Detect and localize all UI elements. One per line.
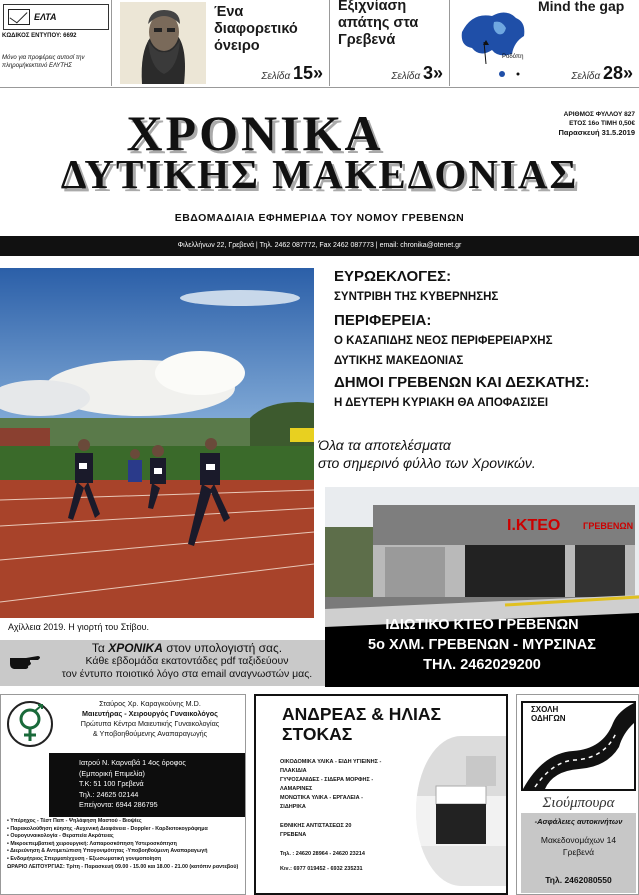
kteo-name: ΙΔΙΩΤΙΚΟ ΚΤΕΟ ΓΡΕΒΕΝΩΝ	[385, 617, 579, 633]
school-info: -Ασφάλειες αυτοκινήτων Μακεδονομάχων 14 Γρεβενά Τηλ. 2462080550	[521, 813, 636, 893]
issue-info: ΑΡΙΘΜΟΣ ΦΥΛΛΟΥ 827 ΕΤΟΣ 16ο ΤΙΜΗ 0,50€ Παρασκευή 31.5.2019	[558, 111, 635, 137]
athletics-photo	[0, 268, 314, 618]
map-image	[454, 2, 534, 84]
headline-sub: ΔΥΤΙΚΗΣ ΜΑΚΕΔΟΝΙΑΣ	[334, 355, 464, 367]
divider	[0, 87, 639, 88]
headline-sub: ΣΥΝΤΡΙΒΗ ΤΗΣ ΚΥΒΕΡΝΗΣΗΣ	[334, 291, 499, 303]
road-image	[521, 701, 636, 791]
page-ref: Σελίδα 15»	[261, 63, 323, 83]
driving-school-ad[interactable]	[516, 694, 639, 895]
teaser-mind-gap[interactable]	[450, 0, 639, 86]
headline-sub: Η ΔΕΥΤΕΡΗ ΚΥΡΙΑΚΗ ΘΑ ΑΠΟΦΑΣΙΣΕΙ	[334, 397, 549, 409]
masthead-title: ΧΡΟΝΙΚΑ	[126, 105, 384, 161]
address-bar: Φιλελλήνων 22, Γρεβενά | Τηλ. 2462 087772, Fax 2462 087773 | email: chronika@otenet.gr	[0, 236, 639, 256]
map-caption: Ροδόπη	[502, 54, 524, 60]
teaser-dream[interactable]	[112, 0, 330, 86]
kteo-sign: Ι.ΚΤΕΟ	[507, 517, 561, 534]
doctor-contact: Ιατρού Ν. Καρναβά 1 4ος όροφος (Εμπορική Επιμελία) Τ.Κ: 51 100 Γρεβενά Τηλ.: 24625 02144 Επείγοντα: 6944 286795	[49, 753, 245, 817]
page-ref: Σελίδα 3»	[391, 63, 443, 83]
kteo-phone: ΤΗΛ. 2462029200	[423, 657, 541, 673]
kteo-sign-right: ΓΡΕΒΕΝΩΝ	[583, 521, 634, 531]
masthead-region: ΔΥΤΙΚΗΣ ΜΑΚΕΔΟΝΙΑΣ	[60, 151, 579, 197]
photo-caption: Αχίλλεια 2019. Η γιορτή του Στίβου.	[8, 622, 150, 632]
doctor-services: • Υπέρηχος - Τέστ Παπ - Ψηλάφηση Μαστού - Βιοψίες • Παρακολούθηση κύησης -Αυχενική Διαφάνεια - Doppler - Καρδιοτοκογράφημα • Ουρογυναικολογία - Θεραπεία Ακράτειας • Μικροεπεμβατική χειρουργική: Λαπαροσκόπηση Υστεροσκόπηση • Διερεύνηση & Αντιμετώπιση Υπογονιμότητας -Υποβοηθούμενη Αναπαραγωγή • Ενδομήτριος Σπερματέγχυση - Εξωσωματική γονιμοποίηση ΩΡΑΡΙΟ ΛΕΙΤΟΥΡΓΙΑΣ: Τρίτη - Παρασκευή 09.00 - 15.00 και 18.00 - 21.00 (κατόπιν ραντεβού)	[7, 818, 239, 870]
stokas-title: ΑΝΔΡΕΑΣ & ΗΛΙΑΣ ΣΤΟΚΑΣ	[282, 704, 442, 744]
stokas-ad[interactable]	[254, 694, 508, 895]
bathroom-image	[416, 736, 506, 886]
promo-text: Τα ΧΡΟΝΙΚΑ στον υπολογιστή σας. Κάθε εβδομάδα εκατοντάδες pdf ταξιδεύουν τον έντυπο ποιοτικό λόγο στα email αναγνωστών μας.	[61, 641, 313, 680]
teaser-title: Εξιχνίαση απάτης στα Γρεβενά	[338, 0, 419, 48]
doctor-details: Σταύρος Χρ. Καραγκούνης M.D. Μαιευτήρας - Χειρουργός Γυναικολόγος Πρώτυπα Κέντρα Μαιευτικής Γυναικολογίας & Υποβοηθούμενης Αναπαραγωγής	[80, 699, 220, 738]
teaser-title: Ένα διαφορετικό όνειρο	[214, 4, 298, 54]
elta-code: ΚΩΔΙΚΟΣ ΕΝΤΥΠΟΥ: 6692	[2, 33, 77, 39]
school-label: ΣΧΟΛΗ	[531, 705, 559, 714]
page-ref: Σελίδα 28»	[571, 63, 633, 83]
elta-note: Μόνο για προφέρεις αυτοσί την πληρομήκεκπενό ΕΛΥΤΗΣ	[2, 55, 85, 69]
gender-symbol-icon	[7, 701, 53, 747]
elta-box	[0, 0, 112, 86]
pdf-promo[interactable]	[0, 640, 325, 686]
headline-municipalities[interactable]: ΔΗΜΟΙ ΓΡΕΒΕΝΩΝ ΚΑΙ ΔΕΣΚΑΤΗΣ:	[334, 374, 590, 391]
school-label: ΟΔΗΓΩΝ	[531, 714, 566, 723]
teaser-title: Mind the gap	[538, 0, 625, 14]
masthead-subtitle: ΕΒΔΟΜΑΔΙΑΙΑ ΕΦΗΜΕΡΙΔΑ ΤΟΥ ΝΟΜΟΥ ΓΡΕΒΕΝΩΝ	[174, 212, 465, 224]
elta-logo: ΕΛΤΑ	[3, 4, 109, 30]
teaser-fraud[interactable]	[330, 0, 450, 86]
doctor-ad[interactable]	[0, 694, 246, 895]
envelope-icon	[8, 9, 30, 25]
school-brand: Σιούμπουρα	[542, 795, 615, 811]
headline-sub: Ο ΚΑΣΑΠΙΔΗΣ ΝΕΟΣ ΠΕΡΙΦΕΡΕΙΑΡΧΗΣ	[334, 335, 553, 347]
stokas-goods: ΟΙΚΟΔΟΜΙΚΑ ΥΛΙΚΑ - ΕΙΔΗ ΥΓΙΕΙΝΗΣ - ΠΛΑΚΙΔΙΑ ΓΥΨΟΣΑΝΙΔΕΣ - ΣΙΔΕΡΑ ΜΟΡΦΗΣ - ΛΑΜΑΡΙΝΕΣ ΜΟΝΩΤΙΚΑ ΥΛΙΚΑ - ΕΡΓΑΛΕΙΑ - ΣΙΔΗΡΙΚΑ ΕΘΝΙΚΗΣ ΑΝΤΙΣΤΑΣΕΩΣ 20 ΓΡΕΒΕΝΑ Τηλ. : 24620 28964 - 24620 23214 Κιν.: 6977 019452 - 6932 235231	[280, 759, 382, 872]
headline-region[interactable]: ΠΕΡΙΦΕΡΕΙΑ:	[334, 312, 432, 329]
portrait-image	[120, 2, 206, 84]
results-note: Όλα τα αποτελέσματα στο σημερινό φύλλο των Χρονικών.	[318, 437, 536, 471]
headline-euroelections[interactable]: ΕΥΡΩΕΚΛΟΓΕΣ:	[334, 268, 452, 285]
kteo-address: 5ο ΧΛΜ. ΓΡΕΒΕΝΩΝ - ΜΥΡΣΙΝΑΣ	[368, 637, 596, 653]
pointing-hand-icon	[8, 652, 42, 670]
